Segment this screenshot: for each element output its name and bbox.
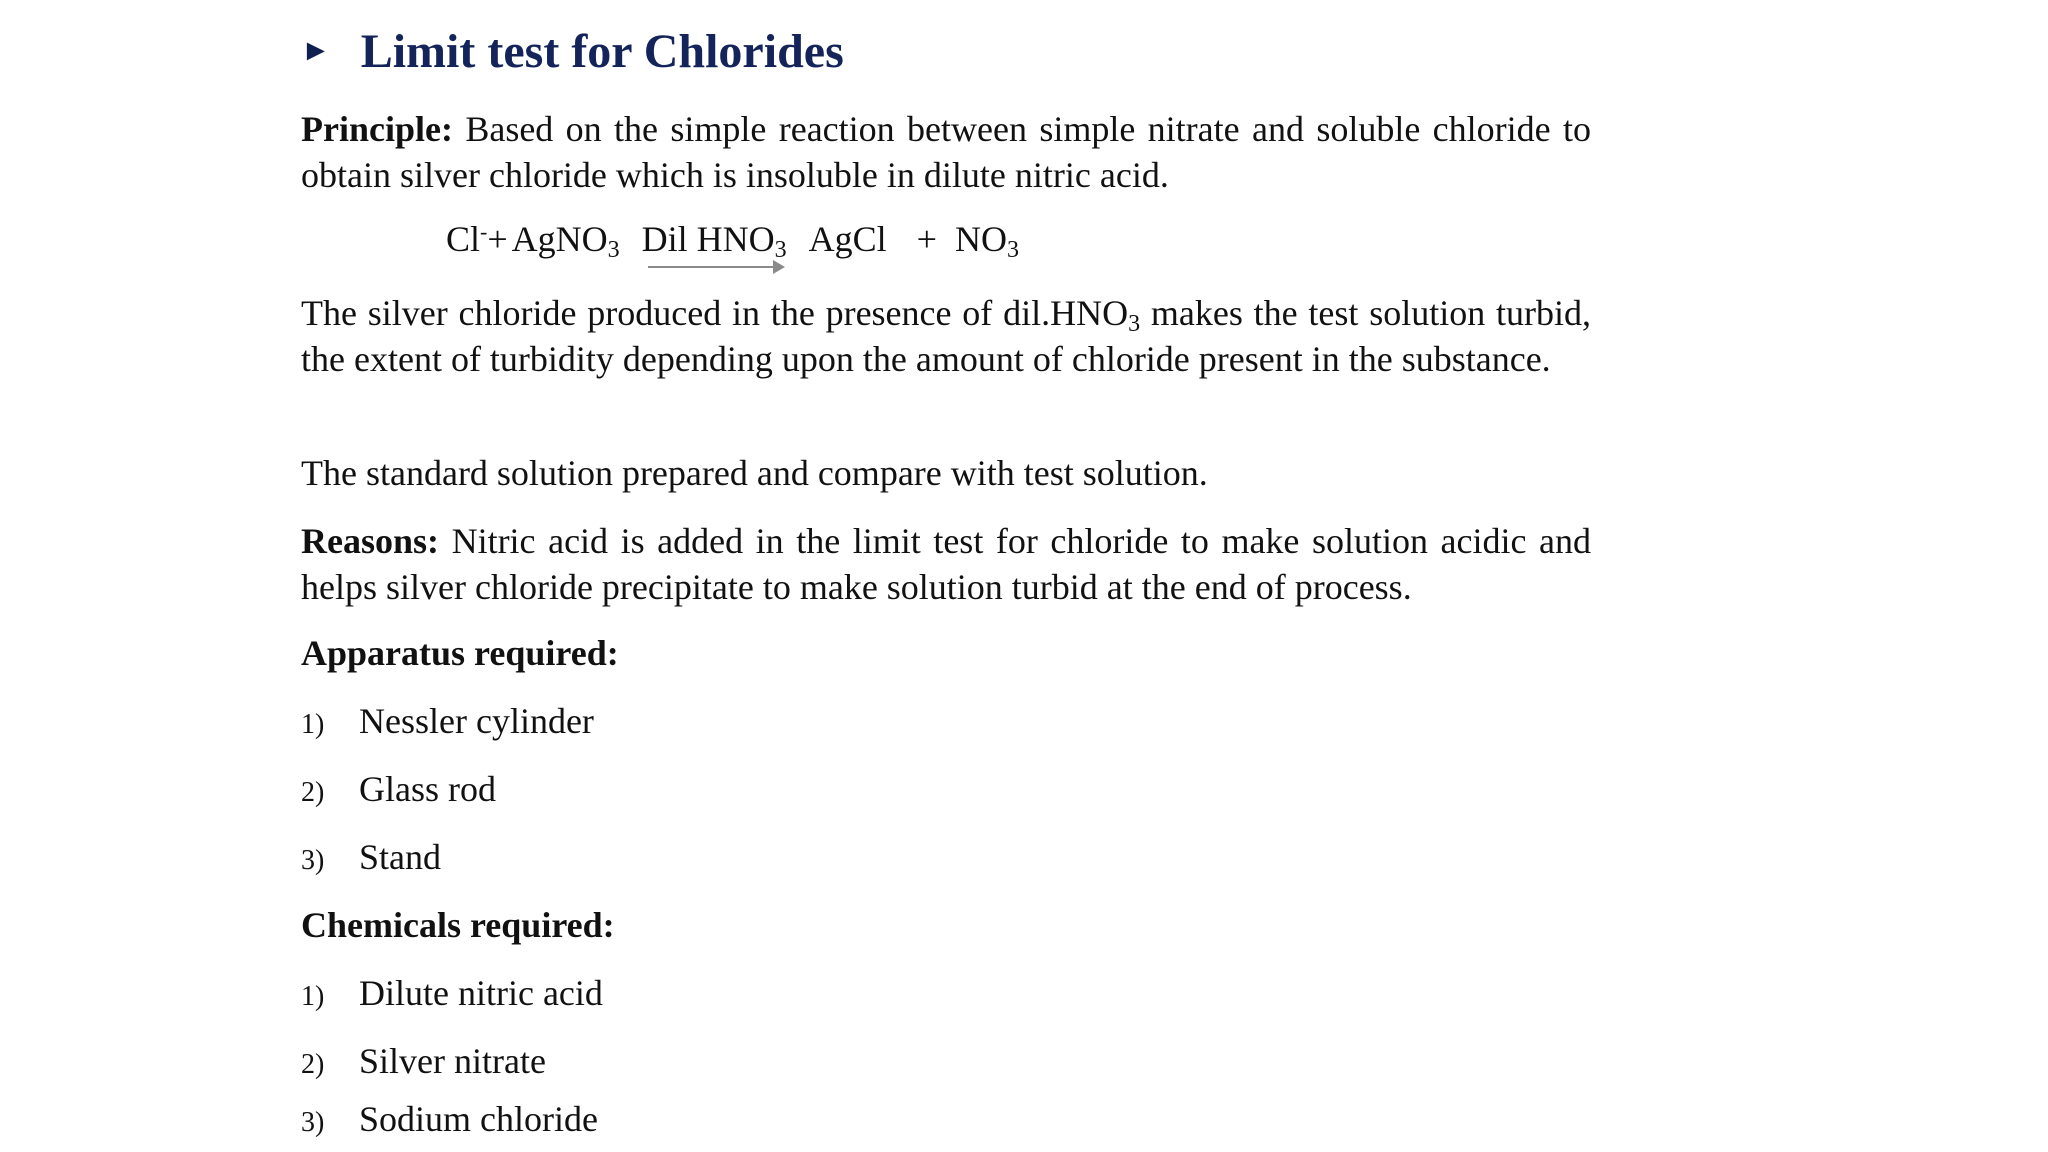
principle-label: Principle:	[301, 109, 453, 149]
equation-reactant-chloride: Cl-	[446, 219, 488, 259]
list-item: 1) Nessler cylinder	[301, 701, 594, 741]
apparatus-heading: Apparatus required:	[301, 633, 619, 673]
list-item: 3) Sodium chloride	[301, 1099, 598, 1139]
equation-product-nitrate: $NO_3$	[954, 219, 1019, 263]
turbidity-paragraph: The silver chloride produced in the presence of $dil.HNO_3$ makes the test solution turbid, the extent of turbidity depending upon the amount of chloride present in the substance.	[301, 293, 1591, 379]
equation-reactant-silver-nitrate: AgNO$_3$	[511, 219, 620, 263]
principle-text: Based on the simple reaction between simple nitrate and soluble chloride to obtain silver chloride which is insoluble in dilute nitric acid.	[301, 109, 1591, 195]
equation-plus-sign: +	[487, 219, 508, 259]
list-item: 2) Glass rod	[301, 769, 496, 809]
equation-plus-sign-2: +	[916, 219, 937, 259]
reasons-text: Nitric acid is added in the limit test for chloride to make solution acidic and helps silver chloride precipitate to make solution turbid at the end of process.	[301, 521, 1591, 607]
list-item: 3) Stand	[301, 837, 442, 877]
principle-paragraph	[301, 106, 1591, 198]
equation-product-silver-chloride: AgCl	[808, 219, 887, 259]
standard-solution-paragraph: The standard solution prepared and compare with test solution.	[301, 453, 1208, 493]
reasons-paragraph	[301, 518, 1591, 610]
equation-condition: Dil $HNO_3$	[642, 218, 787, 260]
list-item: 2) Silver nitrate	[301, 1041, 546, 1081]
chemicals-heading: Chemicals required:	[301, 905, 615, 945]
slide-title: Limit test for Chlorides	[360, 24, 844, 78]
slide-heading	[301, 20, 844, 82]
reaction-arrow-icon	[648, 266, 779, 268]
reaction-equation	[446, 218, 1019, 268]
list-item: 1) Dilute nitric acid	[301, 973, 603, 1013]
triangle-right-icon: ►	[301, 34, 331, 67]
reasons-label: Reasons:	[301, 521, 440, 561]
